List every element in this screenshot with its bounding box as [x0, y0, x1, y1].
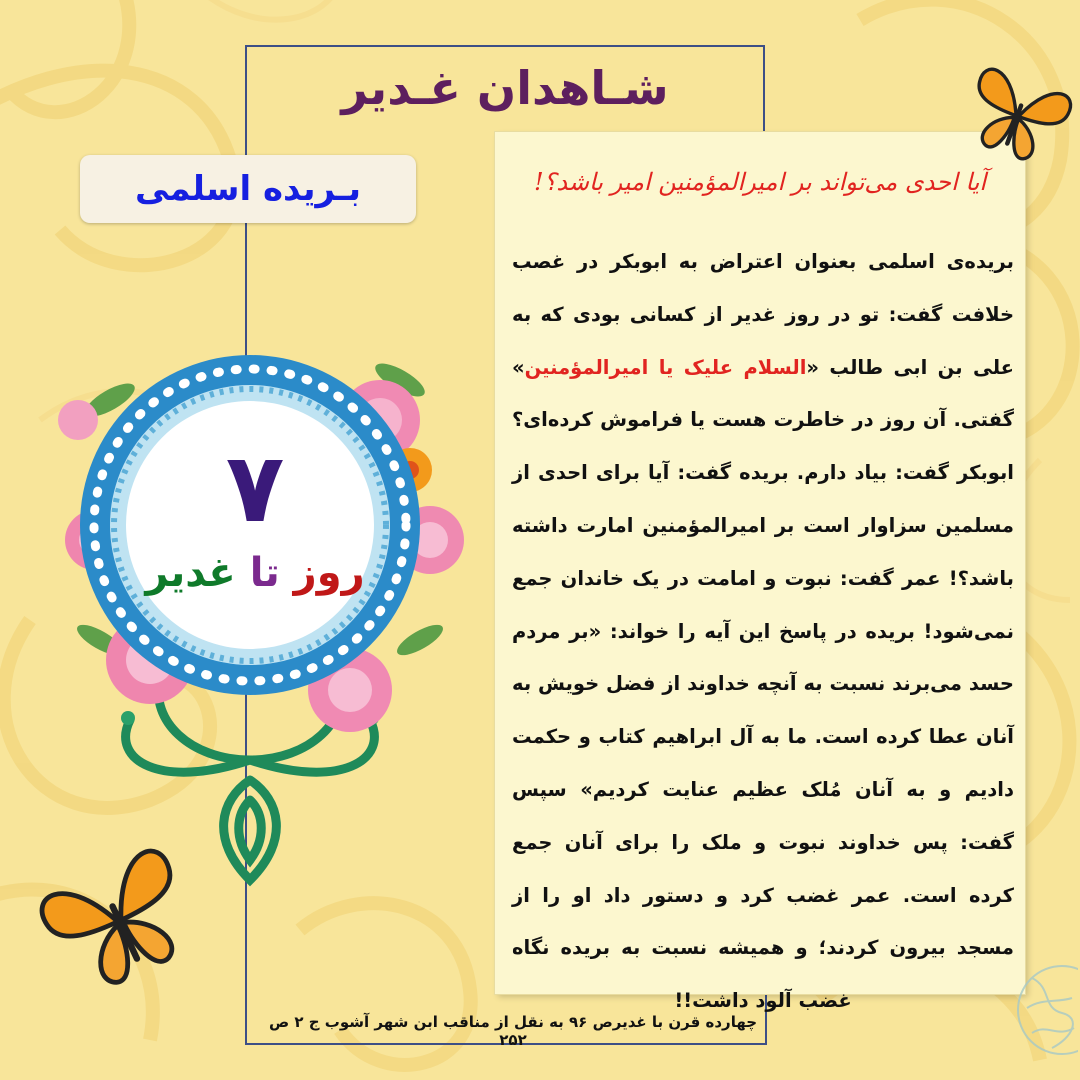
body-text-part1: بریده‌ی اسلمی بعنوان اعتراض به ابوبکر در غصب خلافت گفت: تو در روز غدیر از کسانی بودی که به علی بن ابی طالب «: [512, 250, 1014, 379]
floral-badge: [40, 340, 500, 900]
question-heading: آیا احدی می‌تواند بر امیرالمؤمنین امیر باشد؟!: [533, 168, 987, 196]
countdown-word-day: روز: [293, 550, 365, 596]
butterfly-icon: [28, 838, 208, 998]
body-text-highlight: السلام علیک یا امیرالمؤمنین: [524, 355, 807, 379]
countdown-label: [130, 550, 380, 596]
calligraphy-emblem-icon: [1012, 958, 1078, 1062]
countdown-word-until: تا: [249, 550, 280, 596]
subtitle: بـریده اسلمی: [134, 169, 361, 209]
title-box: [245, 45, 765, 131]
body-text: [512, 236, 1014, 1028]
butterfly-icon: [962, 58, 1074, 170]
subtitle-box: [80, 155, 416, 223]
countdown-number: ۷: [225, 432, 285, 544]
page-title: شـاهدان غـدیر: [341, 61, 669, 115]
source-citation: چهارده قرن با غدیرص ۹۶ به نقل از مناقب ابن شهر آشوب ج ۲ ص ۲۵۲: [268, 1013, 758, 1049]
countdown-word-ghadir: غدیر: [145, 550, 236, 596]
body-text-part2: » گفتی. آن روز در خاطرت هست یا فراموش کرده‌ای؟ ابوبکر گفت: بیاد دارم. بریده گفت: آیا برای احدی از مسلمین سزاوار است بر امیرالمؤمنین امارت داشته باشد؟! عمر گفت: نبوت و امامت در یک خاندان جمع نمی‌شود! بریده در پاسخ این آیه را خواند: «بر مردم حسد می‌برند نسبت به آنچه خداوند از فضل خویش به آنان عطا کرده است. ما به آل ابراهیم کتاب و حکمت دادیم و به آنان مُلک عظیم عنایت کردیم» سپس گفت: پس خداوند نبوت و ملک را برای آنان جمع کرده است. عمر غضب کرد و دستور داد او را از مسجد بیرون کردند؛ و همیشه نسبت به بریده نگاه غضب آلود داشت!!: [512, 355, 1014, 1013]
